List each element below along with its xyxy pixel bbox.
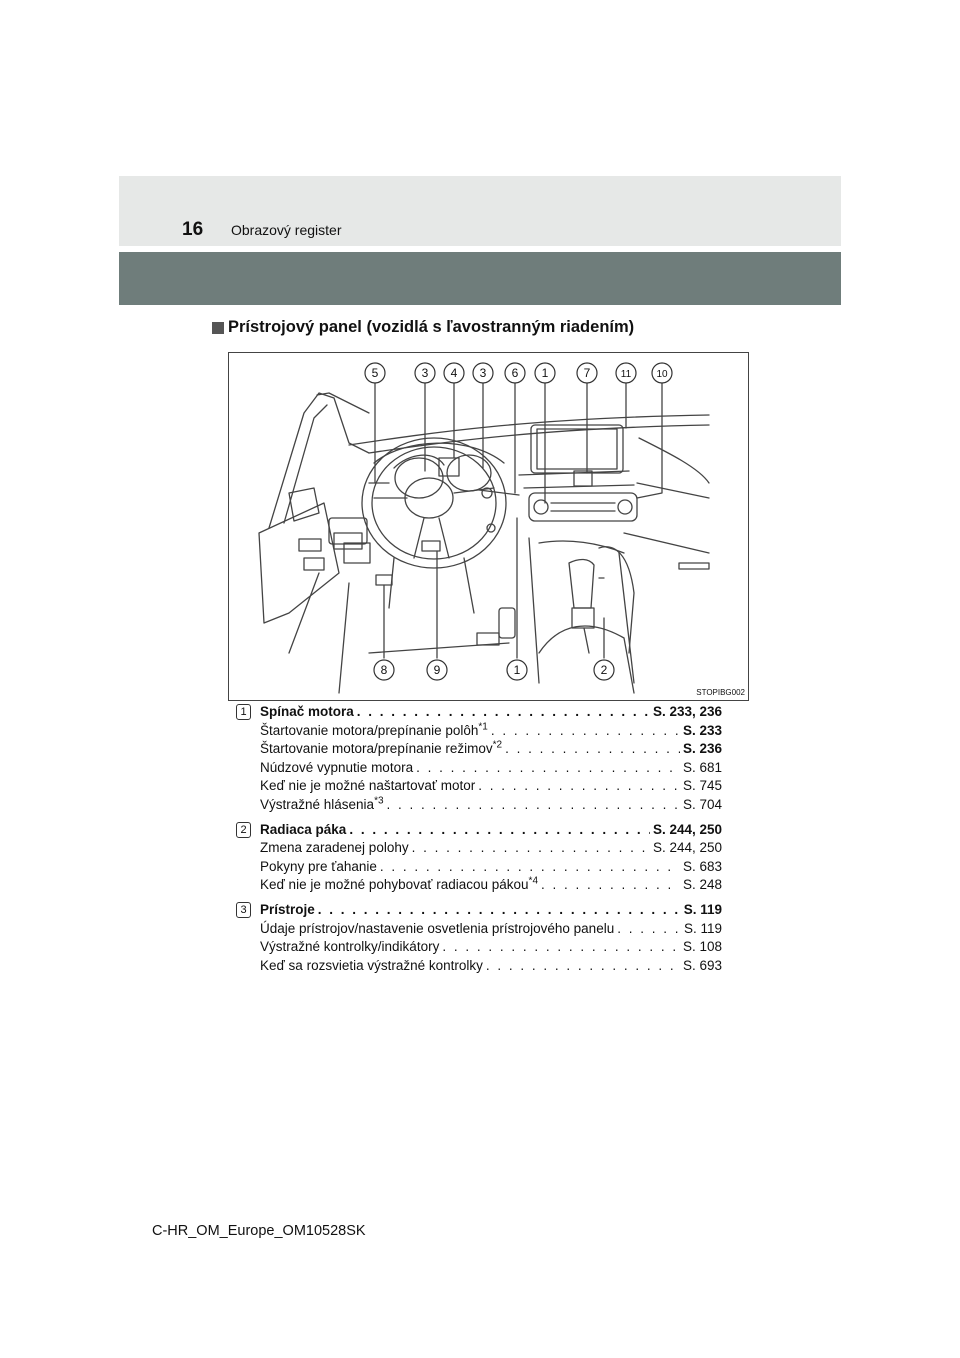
page-reference: S. 704 [682,796,722,812]
leader-dots [349,821,650,840]
leader-dots [387,796,680,815]
entry-main-line[interactable] [260,703,722,722]
page-reference: S. 693 [682,957,722,973]
entry-sub-line[interactable] [260,876,722,895]
leader-dots [442,938,680,957]
entry-sub-line[interactable] [260,920,722,939]
footnote-marker: *4 [528,875,538,887]
callout-top: 3 [479,366,487,380]
entry-sub-line[interactable] [260,740,722,759]
entry-number: 2 [236,822,251,838]
sub-label: Štartovanie motora/prepínanie režimov [260,741,493,757]
page-reference: S. 233, 236 [652,704,722,719]
page-reference: S. 745 [682,778,722,794]
entry-label: Spínač motora [260,704,354,719]
footnote-marker: *3 [374,795,384,807]
dashboard-drawing [229,353,749,701]
document-id: C-HR_OM_Europe_OM10528SK [152,1223,366,1239]
callout-bottom: 2 [600,663,608,677]
callout-top: 11 [620,369,632,380]
callout-bottom: 1 [513,663,521,677]
leader-dots [478,777,680,796]
leader-dots [505,740,680,759]
entry-sub-line[interactable] [260,957,722,976]
leader-dots [486,957,680,976]
callout-top: 3 [421,366,429,380]
section-square-icon [212,322,224,334]
section-heading [212,318,634,337]
page-reference: S. 119 [683,920,722,936]
entry-sub-line[interactable] [260,938,722,957]
page-number: 16 [182,219,204,240]
callout-top: 4 [450,366,458,380]
header-title: Obrazový register [231,222,342,238]
footnote-marker: *1 [478,721,488,733]
sub-label: Výstražné hlásenia [260,796,375,812]
leader-dots [318,901,681,920]
figure-code: STOPIBG002 [696,688,745,697]
dashboard-illustration [228,352,749,701]
entry-number: 3 [236,902,251,918]
leader-dots [357,703,650,722]
entry-label: Prístroje [260,901,315,917]
index-entry [236,703,722,815]
callout-top: 1 [541,366,549,380]
sub-label: Zmena zaradenej polohy [260,840,409,856]
leader-dots [617,920,681,939]
sub-label: Údaje prístrojov/nastavenie osvetlenia prístrojového panelu [260,920,615,936]
leader-dots [491,722,680,741]
sub-label: Štartovanie motora/prepínanie polôh [260,722,479,738]
sub-label: Výstražné kontrolky/indikátory [260,939,440,955]
page-reference: S. 244, 250 [652,821,722,837]
leader-dots [380,858,680,877]
sub-label: Keď nie je možné naštartovať motor [260,778,476,794]
sub-label: Keď nie je možné pohybovať radiacou pákou [260,877,529,893]
page-reference: S. 683 [682,858,722,874]
page-reference: S. 681 [682,759,722,775]
entry-number: 1 [236,704,251,720]
callout-top: 10 [656,369,668,380]
entry-sub-line[interactable] [260,759,722,778]
sub-label: Keď sa rozsvietia výstražné kontrolky [260,957,483,973]
leader-dots [416,759,680,778]
callout-top: 5 [371,366,379,380]
sub-label: Núdzové vypnutie motora [260,759,414,775]
section-title: Prístrojový panel (vozidlá s ľavostranným riadením) [228,318,635,336]
entry-sub-line[interactable] [260,858,722,877]
index-entries [236,703,722,981]
page-reference: S. 236 [682,741,722,757]
leader-dots [541,876,680,895]
callout-top: 7 [583,366,591,380]
sub-label: Pokyny pre ťahanie [260,858,377,874]
callout-bottom: 9 [433,663,441,677]
index-entry [236,901,722,975]
header-dark-band [119,252,841,305]
leader-dots [412,839,650,858]
entry-sub-line[interactable] [260,796,722,815]
entry-sub-line[interactable] [260,777,722,796]
page-reference: S. 119 [683,901,722,917]
page-reference: S. 244, 250 [652,840,722,856]
callout-top: 6 [511,366,519,380]
entry-main-line[interactable] [260,901,722,920]
page-reference: S. 248 [682,877,722,893]
entry-main-line[interactable] [260,821,722,840]
entry-sub-line[interactable] [260,722,722,741]
page-reference: S. 108 [682,939,722,955]
page-reference: S. 233 [682,722,722,738]
footnote-marker: *2 [492,739,503,751]
callout-bottom: 8 [380,663,388,677]
entry-label: Radiaca páka [260,821,347,837]
entry-sub-line[interactable] [260,839,722,858]
header-band [119,176,841,246]
index-entry [236,821,722,895]
